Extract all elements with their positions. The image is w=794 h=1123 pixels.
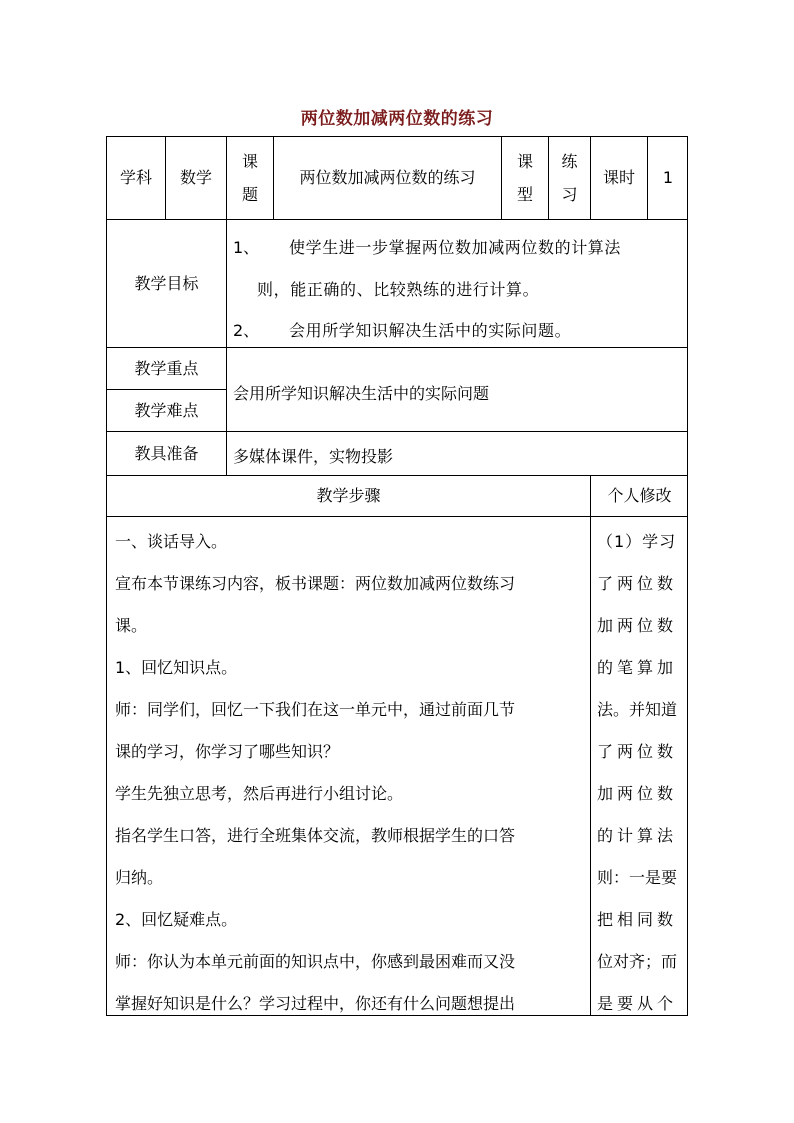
row-divider xyxy=(107,516,687,517)
step-line: 1、回忆知识点。 xyxy=(115,658,238,677)
lesson-plan-table xyxy=(106,136,688,1016)
topic-label-char: 题 xyxy=(241,184,258,204)
col-divider xyxy=(590,475,591,1016)
note-line: 了两位数 xyxy=(597,574,678,593)
note-line: 加两位数 xyxy=(597,616,678,635)
step-line: 学生先独立思考，然后再进行小组讨论。 xyxy=(115,784,404,803)
note-line: 是要从个 xyxy=(597,994,678,1013)
note-line: 法。并知道 xyxy=(597,700,678,719)
note-line: 了两位数 xyxy=(597,742,678,761)
objectives-label: 教学目标 xyxy=(134,273,199,293)
topic-label-char: 课 xyxy=(241,151,258,171)
key-point-label: 教学重点 xyxy=(134,358,199,378)
note-line: 位对齐；而 xyxy=(597,952,678,971)
step-line: 归纳。 xyxy=(115,868,164,887)
topic-label xyxy=(227,145,273,211)
period-value: 1 xyxy=(662,168,674,187)
step-line: 师：你认为本单元前面的知识点中，你感到最困难而又没 xyxy=(115,952,516,971)
objective-2-text: 会用所学知识解决生活中的实际问题。 xyxy=(289,321,572,340)
objective-1-text: 使学生进一步掌握两位数加减两位数的计算法 xyxy=(289,238,622,257)
objective-1-number: 1、 xyxy=(233,238,260,257)
note-line: 的计算法 xyxy=(597,826,678,845)
note-line: 加两位数 xyxy=(597,784,678,803)
subject-value: 数学 xyxy=(179,168,212,187)
lesson-type-label-char: 课 xyxy=(516,151,533,171)
note-line: 把相同数 xyxy=(597,910,678,929)
document-title: 两位数加减两位数的练习 xyxy=(300,109,494,129)
note-line: 则：一是要 xyxy=(597,868,678,887)
lesson-type-value-char: 练 xyxy=(561,151,578,171)
period-label: 课时 xyxy=(602,168,635,187)
step-line: 一、谈话导入。 xyxy=(115,532,228,551)
topic-value: 两位数加减两位数的练习 xyxy=(299,168,476,187)
note-line: （1）学习 xyxy=(597,532,677,551)
lesson-type-label xyxy=(502,145,548,211)
step-line: 2、回忆疑难点。 xyxy=(115,910,238,929)
key-point-difficulty-value: 会用所学知识解决生活中的实际问题 xyxy=(233,384,490,403)
objective-1-continued: 则，能正确的、比较熟练的进行计算。 xyxy=(257,280,540,299)
col-divider xyxy=(226,219,227,475)
difficulty-label: 教学难点 xyxy=(134,400,199,420)
note-line: 的笔算加 xyxy=(597,658,678,677)
step-line: 课的学习，你学习了哪些知识？ xyxy=(115,742,340,761)
lesson-type-value-char: 习 xyxy=(561,184,578,204)
lesson-type-label-char: 型 xyxy=(516,184,533,204)
step-line: 掌握好知识是什么？学习过程中，你还有什么问题想提出 xyxy=(115,994,516,1013)
notes-header: 个人修改 xyxy=(607,486,672,505)
subject-label: 学科 xyxy=(119,168,152,187)
objective-2-number: 2、 xyxy=(233,321,260,340)
step-line: 宣布本节课练习内容，板书课题：两位数加减两位数练习 xyxy=(115,574,516,593)
tools-label: 教具准备 xyxy=(134,443,199,463)
step-line: 师：同学们，回忆一下我们在这一单元中，通过前面几节 xyxy=(115,700,516,719)
lesson-type-value xyxy=(549,145,590,211)
step-line: 指名学生口答，进行全班集体交流，教师根据学生的口答 xyxy=(115,826,516,845)
step-line: 课。 xyxy=(115,616,148,635)
tools-value: 多媒体课件，实物投影 xyxy=(233,447,394,466)
steps-header: 教学步骤 xyxy=(316,486,381,505)
